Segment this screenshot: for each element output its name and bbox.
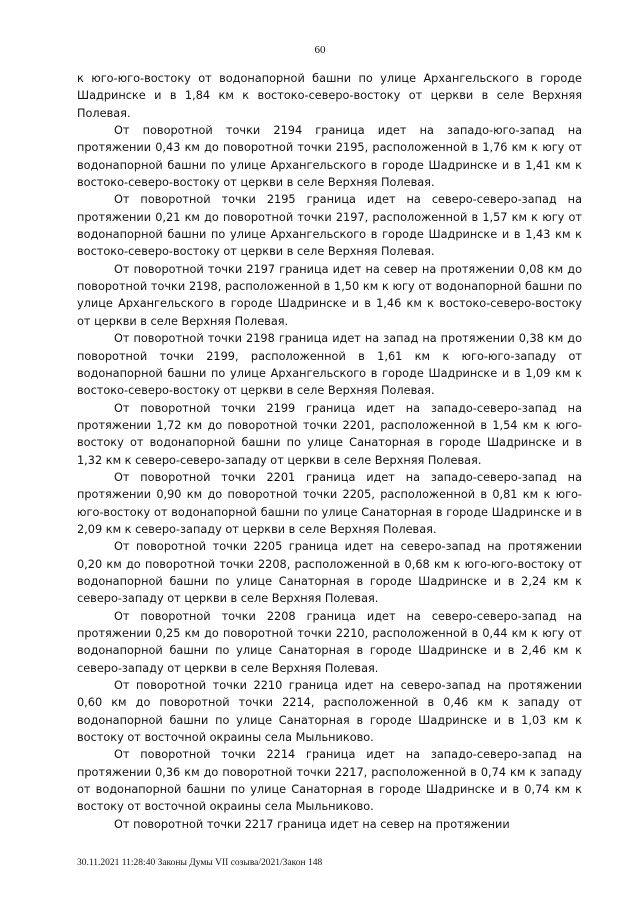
document-body xyxy=(77,70,582,833)
paragraph: От поворотной точки 2198 граница идет на запад на протяжении 0,38 км до поворотной точки 2199, расположенной в 1,61 км к юго-юго-западу от водонапорной башни по улице Архангельского в городе Шадринске и в 1,09 км к востоко-северо-востоку от церкви в селе Верхняя Полевая. xyxy=(77,332,582,398)
paragraph: От поворотной точки 2208 граница идет на северо-северо-запад на протяжении 0,25 км до поворотной точки 2210, расположенной в 0,44 км к югу от водонапорной башни по улице Санаторная в городе Шадринске и в 2,46 км к северо-западу от церкви в селе Верхняя Полевая. xyxy=(77,609,582,675)
paragraph: От поворотной точки 2194 граница идет на западо-юго-запад на протяжении 0,43 км до поворотной точки 2195, расположенной в 1,76 км к югу от водонапорной башни по улице Архангельского в городе Шадринске и в 1,41 км к востоко-северо-востоку от церкви в селе Верхняя Полевая. xyxy=(77,124,582,190)
paragraph: От поворотной точки 2195 граница идет на северо-северо-запад на протяжении 0,21 км до поворотной точки 2197, расположенной в 1,57 км к югу от водонапорной башни по улице Архангельского в городе Шадринске и в 1,43 км к востоко-северо-востоку от церкви в селе Верхняя Полевая. xyxy=(77,193,582,259)
paragraph: От поворотной точки 2197 граница идет на север на протяжении 0,08 км до поворотной точки 2198, расположенной в 1,50 км к югу от водонапорной башни по улице Архангельского в городе Шадринске и в 1,46 км к востоко-северо-востоку от церкви в селе Верхняя Полевая. xyxy=(77,262,582,328)
paragraph: От поворотной точки 2201 граница идет на западо-северо-запад на протяжении 0,90 км до поворотной точки 2205, расположенной в 0,81 км к юго-юго-востоку от водонапорной башни по улице Санаторная в городе Шадринске и в 2,09 км к северо-западу от церкви в селе Верхняя Полевая. xyxy=(77,470,582,536)
paragraph: От поворотной точки 2214 граница идет на западо-северо-запад на протяжении 0,36 км до поворотной точки 2217, расположенной в 0,74 км к западу от водонапорной башни по улице Санаторная в городе Шадринске и в 0,74 км к востоку от восточной окраины села Мыльниково. xyxy=(77,748,582,814)
document-footer: 30.11.2021 11:28:40 Законы Думы VII созыва/2021/Закон 148 xyxy=(77,858,323,868)
paragraph: к юго-юго-востоку от водонапорной башни по улице Архангельского в городе Шадринске и в 1,84 км к востоко-северо-востоку от церкви в селе Верхняя Полевая. xyxy=(77,72,582,120)
paragraph: От поворотной точки 2199 граница идет на западо-северо-запад на протяжении 1,72 км до поворотной точки 2201, расположенной в 1,54 км к юго-востоку от водонапорной башни по улице Санаторная в городе Шадринске и в 1,32 км к северо-северо-западу от церкви в селе Верхняя Полевая. xyxy=(77,401,582,467)
page-number: 60 xyxy=(314,44,326,56)
paragraph: От поворотной точки 2205 граница идет на северо-запад на протяжении 0,20 км до поворотной точки 2208, расположенной в 0,68 км к юго-юго-востоку от водонапорной башни по улице Санаторная в городе Шадринске и в 2,24 км к северо-западу от церкви в селе Верхняя Полевая. xyxy=(77,540,582,606)
paragraph: От поворотной точки 2217 граница идет на север на протяжении xyxy=(114,817,510,831)
paragraph: От поворотной точки 2210 граница идет на северо-запад на протяжении 0,60 км до поворотной точки 2214, расположенной в 0,46 км к западу от водонапорной башни по улице Санаторная в городе Шадринске и в 1,03 км к востоку от восточной окраины села Мыльниково. xyxy=(77,679,582,745)
